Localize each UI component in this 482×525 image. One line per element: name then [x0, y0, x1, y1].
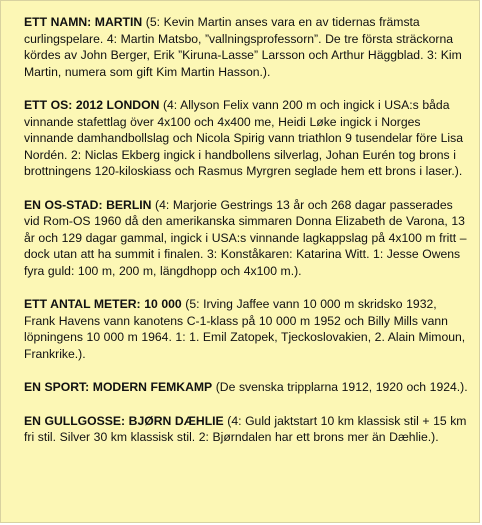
answer-explanation: (De svenska tripplarna 1912, 1920 och 1924.).	[212, 380, 468, 394]
answer-paragraph-sport	[24, 379, 471, 396]
answer-heading: ETT OS: 2012 LONDON	[24, 98, 160, 112]
answer-paragraph-golden-boy	[24, 413, 471, 446]
answer-explanation: (4: Guld jaktstart 10 km klassisk stil + 15 km fri stil. Silver 30 km klassisk stil. 2: Bjørndalen har ett brons mer än Dæhlie.).	[24, 413, 467, 444]
answer-explanation: (5: Irving Jaffee vann 10 000 m skridsko 1932, Frank Havens vann kanotens C-1-klass på 10 000 m 1952 och Billy Mills vann löpningens 10 000 m 1964. 1: 1. Emil Zatopek, Tjeckoslovakien, 2. Alain Mimoun, Frankrike.).	[24, 297, 466, 361]
answer-paragraph-os-city	[24, 197, 471, 280]
answer-explanation: (5: Kevin Martin anses vara en av tidernas främsta curlingspelare. 4: Martin Matsbo, ”vallningsprofessorn”. De tre första sträckorna kördes av John Berger, Erik ”Kiruna-Lasse” Larsson och Arthur Häggblad. 3: Kim Martin, numera som gift Kim Martin Hasson.).	[24, 15, 462, 79]
answer-paragraph-meters	[24, 296, 471, 362]
answer-paragraph-name	[24, 14, 471, 80]
answer-heading: EN GULLGOSSE: BJØRN DÆHLIE	[24, 413, 224, 428]
answer-paragraph-os	[24, 97, 471, 180]
answer-heading: ETT ANTAL METER: 10 000	[24, 297, 182, 311]
answer-explanation: (4: Allyson Felix vann 200 m och ingick i USA:s båda vinnande stafettlag över 4x100 och 4x400 me, Heidi Løke ingick i Norges vinnande damhandbollslag och Nicola Spirig vann triathlon 9 tusendelar före Lisa Nordén. 2: Niclas Ekberg ingick i handbollens silverlag, Johan Eurén tog brons i brottningens 120-kiloskiass och Rasmus Myrgren seglade hem ett brons i laser.).	[24, 98, 463, 178]
answer-heading: EN SPORT: MODERN FEMKAMP	[24, 380, 213, 394]
answer-heading: ETT NAMN: MARTIN	[24, 15, 143, 29]
answer-heading: EN OS-STAD: BERLIN	[24, 197, 152, 212]
answer-explanation: (4: Marjorie Gestrings 13 år och 268 dagar passerades vid Rom-OS 1960 då den amerikanska simmaren Donna Elizabeth de Varona, 13 år och 129 dagar gammal, ingick i USA:s vinnande lagkappslag på 4x100 m fritt – dock utan att ha summit i finalen. 3: Konståkaren: Katarina Witt. 1: Jesse Owens fyra guld: 100 m, 200 m, längdhopp och 4x100 m.).	[24, 197, 467, 278]
